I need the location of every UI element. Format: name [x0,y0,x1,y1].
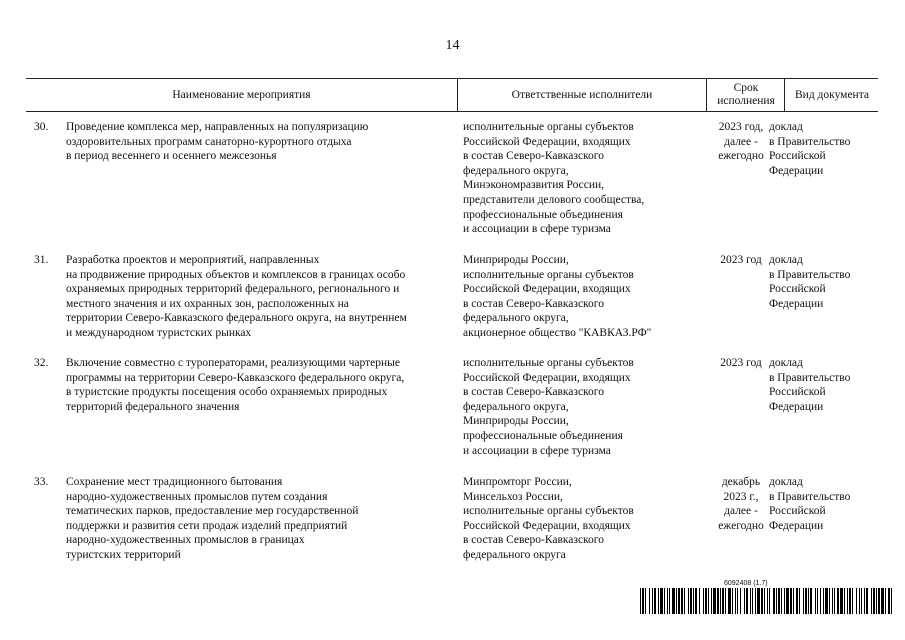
text-line: местного значения и их охранных зон, расположенных на [66,297,349,310]
text-line: 2023 год [720,357,762,369]
barcode-bar [871,588,872,614]
text-line: программы на территории Северо-Кавказского федерального округа, [66,371,405,384]
text-line: оздоровительных программ санаторно-курортного отдыха [66,135,352,148]
barcode-bar [852,588,853,614]
barcode-bar [810,588,812,614]
barcode-bar [793,588,794,614]
barcode-bar [786,588,789,614]
barcode-bar [805,588,807,614]
barcode-bar [808,588,809,614]
text-line: федерального округа, [463,312,569,325]
header-deadline [706,79,785,111]
text-line: Минпромторг России, [463,476,572,488]
text-line: в Правительство [769,490,851,503]
text-line: Минэкономразвития России, [463,179,605,192]
barcode-bar [856,588,857,614]
barcode-bar [876,588,877,614]
text-line: исполнительные органы субъектов [463,268,634,281]
text-line: исполнительные органы субъектов [463,121,634,133]
text-line: Минприроды России, [463,415,569,428]
text-line: далее - [724,505,758,518]
barcode-bar [676,588,677,614]
text-line: исполнительные органы субъектов [463,357,634,369]
barcode-bar [864,588,865,614]
text-line: доклад [769,476,803,488]
table-header [26,78,878,112]
barcode-bar [750,588,751,614]
barcode-bar [728,588,731,614]
barcode-bar [790,588,792,614]
text-line: ежегодно [718,519,764,532]
text-line: профессиональные объединения [463,429,623,442]
row-number: 33. [34,476,49,488]
barcode-bar [773,588,775,614]
text-line: представители делового сообщества, [463,193,645,206]
header-text: Срок [733,82,759,94]
text-line: в состав Северо-Кавказского [463,386,604,399]
barcode-bar [725,588,726,614]
barcode-bar [781,588,782,614]
barcode-bar [717,588,719,614]
document-type-cell [769,356,879,414]
text-line: тематических парков, предоставление мер государственной [66,505,359,518]
barcode-bar [664,588,665,614]
barcode-bar [720,588,721,614]
barcode-bar [678,588,680,614]
text-line: Российской Федерации, входящих [463,371,631,384]
header-text: исполнения [717,95,775,107]
barcode-bar [757,588,760,614]
executors-cell [463,120,703,237]
text-line: Российской [769,386,826,399]
text-line: Российской Федерации, входящих [463,283,631,296]
barcode-image [640,588,892,614]
row-number: 32. [34,357,49,369]
barcode-bar [796,588,798,614]
text-line: Минсельхоз России, [463,490,563,503]
text-line: доклад [769,121,803,133]
barcode-bar [755,588,756,614]
text-line: Российской Федерации, входящих [463,135,631,148]
barcode-bar [699,588,700,614]
text-line: и ассоциации в сфере туризма [463,444,611,457]
barcode-bar [881,588,884,614]
header-text: Вид документа [795,88,869,101]
text-line: федерального округа, [463,400,569,413]
text-line: туристских территорий [66,548,181,561]
event-name-cell [66,120,458,164]
barcode-bar [837,588,839,614]
text-line: Федерации [769,297,824,310]
barcode-bar [840,588,843,614]
barcode-bar [732,588,733,614]
header-text: Наименование мероприятия [172,88,311,101]
barcode-bar [817,588,818,614]
barcode-bar [746,588,748,614]
document-type-cell [769,120,879,178]
barcode-bar [649,588,650,614]
text-line: 2023 г., [723,490,759,503]
header-document-type [784,79,879,111]
text-line: в состав Северо-Кавказского [463,297,604,310]
text-line: территории Северо-Кавказского федерального округа, на внутреннем [66,312,407,325]
text-line: Включение совместно с туроператорами, реализующими чартерные [66,357,400,369]
executors-cell [463,475,703,563]
text-line: в состав Северо-Кавказского [463,150,604,163]
text-line: и ассоциации в сфере туризма [463,223,611,236]
header-executors [457,79,706,111]
document-type-cell [769,253,879,311]
text-line: Федерации [769,164,824,177]
text-line: далее - [724,135,758,148]
barcode-bar [705,588,707,614]
text-line: федерального округа, [463,164,569,177]
text-line: территорий федерального значения [66,400,240,413]
barcode-bar [873,588,875,614]
barcode-bar [737,588,738,614]
barcode [640,580,892,614]
barcode-bar [803,588,804,614]
barcode-bar [776,588,777,614]
text-line: в Правительство [769,371,851,384]
barcode-bar [829,588,830,614]
header-event-name [26,79,457,111]
barcode-bar [690,588,692,614]
barcode-bar [735,588,736,614]
row-number: 30. [34,121,49,133]
text-line: Российской [769,283,826,296]
text-line: в туристские продукты посещения особо охраняемых природных [66,386,388,399]
text-line: в Правительство [769,268,851,281]
text-line: Российской [769,505,826,518]
text-line: охраняемых природных территорий федерального, регионального и [66,283,400,296]
barcode-bar [703,588,704,614]
barcode-bar [859,588,860,614]
executors-cell [463,356,703,458]
text-line: ежегодно [718,150,764,163]
barcode-bar [708,588,709,614]
event-name-cell [66,356,458,414]
barcode-bar [642,588,644,614]
barcode-bar [764,588,765,614]
text-line: декабрь [721,476,761,488]
text-line: Российской Федерации, входящих [463,519,631,532]
barcode-bar [740,588,741,614]
text-line: Разработка проектов и мероприятий, направленных [66,254,320,266]
barcode-bar [849,588,851,614]
barcode-bar [672,588,675,614]
barcode-bar [645,588,646,614]
text-line: 2023 год, [718,121,764,133]
barcode-bar [744,588,745,614]
header-text: Ответственные исполнители [511,88,653,101]
text-line: доклад [769,357,803,369]
text-line: в состав Северо-Кавказского [463,534,604,547]
barcode-bar [667,588,668,614]
document-type-cell [769,475,879,533]
barcode-bar [815,588,816,614]
barcode-bar [713,588,716,614]
barcode-bar [767,588,768,614]
text-line: Минприроды России, [463,254,569,266]
barcode-bar [878,588,880,614]
event-name-cell [66,253,458,341]
barcode-bar [784,588,785,614]
text-line: Проведение комплекса мер, направленных на популяризацию [66,121,369,133]
text-line: в Правительство [769,135,851,148]
barcode-bar [866,588,868,614]
barcode-bar [825,588,828,614]
barcode-bar [711,588,712,614]
barcode-bar [688,588,689,614]
barcode-bar [823,588,824,614]
text-line: Российской [769,150,826,163]
text-line: народно-художественных промыслов в границах [66,534,305,547]
barcode-bar [654,588,656,614]
barcode-bar [778,588,780,614]
barcode-bar [847,588,848,614]
text-line: народно-художественных промыслов путем создания [66,490,328,503]
barcode-bar [888,588,890,614]
barcode-bar [660,588,663,614]
event-name-cell [66,475,458,563]
barcode-bar [761,588,763,614]
text-line: в период весеннего и осеннего межсезонья [66,150,277,163]
text-line: федерального округа [463,548,566,561]
text-line: поддержки и развития сети продаж изделий предприятий [66,519,348,532]
text-line: на продвижение природных объектов и комплексов в границах особо [66,268,406,281]
barcode-bar [820,588,821,614]
text-line: Федерации [769,400,824,413]
barcode-bar [885,588,886,614]
text-line: акционерное общество "КАВКАЗ.РФ" [463,326,652,339]
executors-cell [463,253,703,341]
text-line: 2023 год [720,254,762,266]
barcode-bar [722,588,724,614]
barcode-bar [769,588,770,614]
page-number: 14 [445,38,460,53]
text-line: Федерации [769,519,824,532]
text-line: исполнительные органы субъектов [463,505,634,518]
barcode-bar [652,588,653,614]
barcode-bar [693,588,694,614]
text-line: доклад [769,254,803,266]
text-line: и международном туристских рынках [66,326,252,339]
barcode-bar [695,588,697,614]
barcode-bar [684,588,685,614]
text-line: профессиональные объединения [463,208,623,221]
barcode-bar [861,588,862,614]
barcode-bar [799,588,800,614]
barcode-bar [844,588,845,614]
barcode-bar [832,588,833,614]
barcode-bar [669,588,670,614]
barcode-bar [640,588,641,614]
barcode-bar [891,588,892,614]
row-number: 31. [34,254,49,266]
barcode-bar [752,588,753,614]
barcode-bar [681,588,683,614]
text-line: Сохранение мест традиционного бытования [66,476,283,488]
barcode-bar [658,588,659,614]
barcode-bar [834,588,835,614]
barcode-caption: 6092408 (1.7) [724,580,768,587]
